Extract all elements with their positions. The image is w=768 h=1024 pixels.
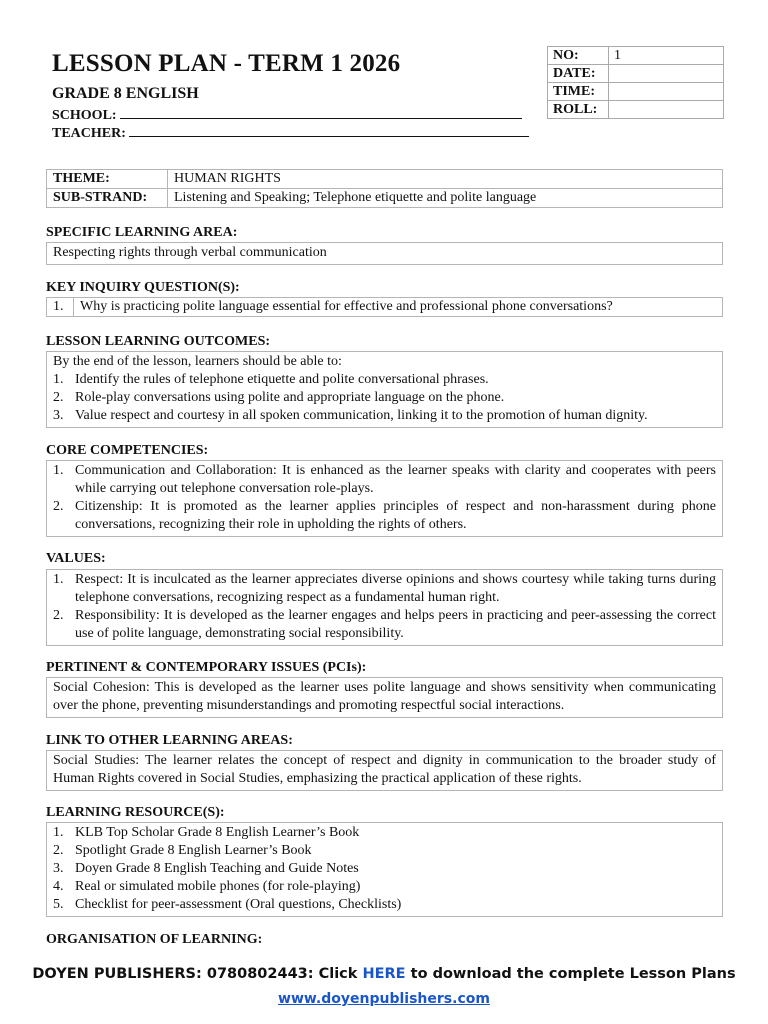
specific-learning-area-box	[46, 242, 723, 265]
list-item	[53, 571, 716, 607]
meta-value	[609, 65, 724, 83]
values-box	[46, 569, 723, 646]
substrand-label: SUB-STRAND:	[47, 189, 168, 208]
list-text: Doyen Grade 8 English Teaching and Guide Notes	[75, 861, 359, 876]
key-inquiry-heading: KEY INQUIRY QUESTION(S):	[46, 280, 240, 295]
organisation-heading: ORGANISATION OF LEARNING:	[46, 932, 263, 947]
list-item	[53, 878, 716, 896]
list-item	[53, 824, 716, 842]
meta-row-time	[548, 83, 724, 101]
specific-learning-area-heading: SPECIFIC LEARNING AREA:	[46, 225, 238, 240]
list-number: 1.	[53, 372, 64, 387]
lesson-meta-table	[547, 46, 724, 119]
list-text: Value respect and courtesy in all spoken communication, linking it to the promotion of human dignity.	[75, 408, 648, 423]
links-text: Social Studies: The learner relates the concept of respect and dignity in communication to the broader study of Human Rights covered in Social Studies, emphasizing the practical application of these rights.	[53, 753, 716, 786]
list-number: 4.	[53, 879, 64, 894]
meta-value: 1	[609, 47, 724, 65]
list-number: 1.	[53, 572, 64, 587]
publisher-footer	[0, 966, 768, 982]
download-here-link[interactable]: HERE	[362, 966, 406, 982]
school-blank-line	[120, 106, 522, 119]
publisher-website-link[interactable]: www.doyenpublishers.com	[278, 991, 490, 1007]
theme-table	[46, 169, 723, 208]
list-number: 2.	[53, 390, 64, 405]
grade-subtitle: GRADE 8 ENGLISH	[52, 85, 199, 102]
meta-label: TIME:	[548, 83, 609, 101]
values-heading: VALUES:	[46, 551, 106, 566]
list-text: Respect: It is inculcated as the learner appreciates diverse opinions and shows courtesy while taking turns during telephone conversations, recognizing respect as a fundamental human right.	[75, 572, 716, 605]
list-number: 1.	[53, 825, 64, 840]
list-text: Identify the rules of telephone etiquette and polite conversational phrases.	[75, 372, 489, 387]
list-item	[53, 498, 716, 534]
list-text: Real or simulated mobile phones (for role-playing)	[75, 879, 361, 894]
meta-label: ROLL:	[548, 101, 609, 119]
meta-label: NO:	[548, 47, 609, 65]
list-text: Communication and Collaboration: It is enhanced as the learner speaks with clarity and cooperates with peers while carrying out telephone conversation role-plays.	[75, 463, 716, 496]
list-text: Spotlight Grade 8 English Learner’s Book	[75, 843, 312, 858]
page-title: LESSON PLAN - TERM 1 2026	[52, 50, 401, 77]
outcomes-heading: LESSON LEARNING OUTCOMES:	[46, 334, 271, 349]
list-number: 2.	[53, 843, 64, 858]
school-label: SCHOOL:	[52, 108, 117, 123]
list-item	[53, 607, 716, 643]
outcomes-box	[46, 351, 723, 428]
list-text: Role-play conversations using polite and appropriate language on the phone.	[75, 390, 505, 405]
outcomes-intro: By the end of the lesson, learners should be able to:	[53, 354, 342, 369]
theme-row	[47, 170, 723, 189]
pcis-text: Social Cohesion: This is developed as the learner uses polite language and shows sensitivity when communicating over the phone, preventing misunderstandings and promoting respectful social interactions.	[53, 680, 716, 713]
list-item	[53, 389, 716, 407]
list-text: Citizenship: It is promoted as the learner applies principles of respect and non-harassment during phone conversations, recognizing their role in upholding the rights of others.	[75, 499, 716, 532]
key-inquiry-number: 1.	[47, 298, 74, 317]
meta-value	[609, 83, 724, 101]
competencies-heading: CORE COMPETENCIES:	[46, 443, 209, 458]
teacher-blank-line	[129, 124, 529, 137]
list-item	[53, 860, 716, 878]
key-inquiry-row	[47, 298, 723, 317]
resources-heading: LEARNING RESOURCE(S):	[46, 805, 225, 820]
list-number: 1.	[53, 463, 64, 478]
school-field	[52, 106, 522, 124]
meta-row-no	[548, 47, 724, 65]
specific-learning-area-text: Respecting rights through verbal communication	[53, 245, 327, 260]
list-number: 3.	[53, 408, 64, 423]
list-number: 5.	[53, 897, 64, 912]
links-box	[46, 750, 723, 791]
meta-value	[609, 101, 724, 119]
list-text: Checklist for peer-assessment (Oral questions, Checklists)	[75, 897, 402, 912]
list-item	[53, 407, 716, 425]
key-inquiry-table	[46, 297, 723, 317]
list-text: Responsibility: It is developed as the learner engages and helps peers in practicing and peer-assessing the correct use of polite language, demonstrating social responsibility.	[75, 608, 716, 641]
list-number: 3.	[53, 861, 64, 876]
list-item	[53, 462, 716, 498]
teacher-label: TEACHER:	[52, 126, 126, 141]
resources-box	[46, 822, 723, 917]
substrand-row	[47, 189, 723, 208]
substrand-value: Listening and Speaking; Telephone etiquette and polite language	[168, 189, 723, 208]
publisher-url-row	[0, 991, 768, 1007]
competencies-box	[46, 460, 723, 537]
footer-suffix: to download the complete Lesson Plans	[405, 966, 736, 982]
list-item	[53, 842, 716, 860]
theme-label: THEME:	[47, 170, 168, 189]
pcis-heading: PERTINENT & CONTEMPORARY ISSUES (PCIs):	[46, 660, 367, 675]
pcis-box	[46, 677, 723, 718]
teacher-field	[52, 124, 529, 142]
meta-row-roll	[548, 101, 724, 119]
meta-row-date	[548, 65, 724, 83]
meta-label: DATE:	[548, 65, 609, 83]
list-number: 2.	[53, 499, 64, 514]
list-item	[53, 896, 716, 914]
footer-prefix: DOYEN PUBLISHERS: 0780802443: Click	[32, 966, 363, 982]
list-number: 2.	[53, 608, 64, 623]
list-text: KLB Top Scholar Grade 8 English Learner’s Book	[75, 825, 360, 840]
links-heading: LINK TO OTHER LEARNING AREAS:	[46, 733, 293, 748]
theme-value: HUMAN RIGHTS	[168, 170, 723, 189]
key-inquiry-text: Why is practicing polite language essential for effective and professional phone conversations?	[74, 298, 723, 317]
list-item	[53, 371, 716, 389]
